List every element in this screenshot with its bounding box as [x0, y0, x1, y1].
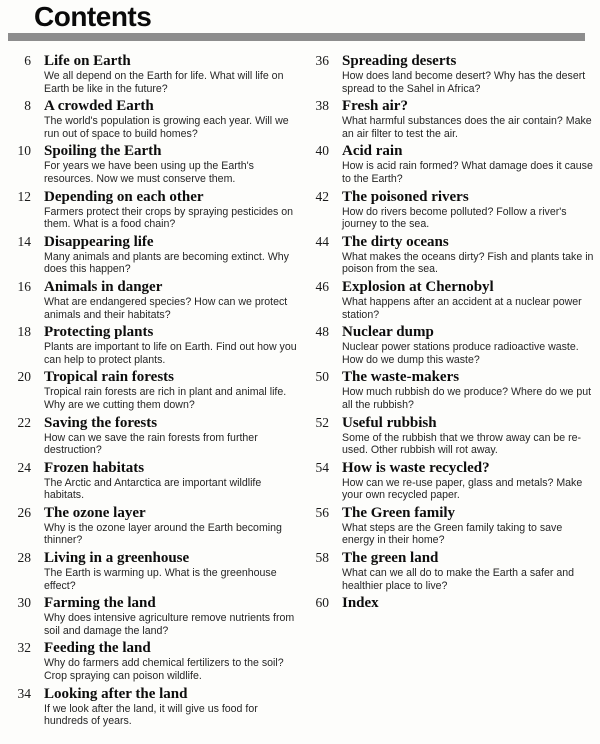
entry-description: Why do farmers add chemical fertilizers to the soil? Crop spraying can poison wildlife.	[44, 657, 284, 683]
entry-title: Feeding the land	[44, 640, 151, 657]
entry-body	[44, 640, 298, 682]
entry-title: How is waste recycled?	[342, 459, 490, 476]
entry-title: Protecting plants	[44, 324, 154, 341]
entry-body	[44, 686, 298, 728]
entry-title: Farming the land	[44, 595, 156, 612]
entry-title: The Green family	[342, 504, 456, 521]
toc-entry	[0, 550, 298, 592]
entry-body	[44, 234, 298, 276]
toc-entry	[298, 460, 596, 502]
page-number: 16	[17, 278, 31, 294]
entry-title: The dirty oceans	[342, 233, 449, 250]
entry-description: We all depend on the Earth for life. What will life on Earth be like in the future?	[44, 70, 284, 95]
entry-title: Nuclear dump	[342, 324, 434, 341]
page-number: 12	[17, 188, 31, 204]
entry-description: The world's population is growing each year. Will we run out of space to build homes?	[44, 115, 289, 140]
entry-body	[44, 279, 298, 321]
toc-entry	[0, 460, 298, 502]
toc-column-right	[298, 53, 596, 731]
page-number: 14	[17, 233, 31, 249]
entry-body	[44, 143, 298, 185]
entry-title: Fresh air?	[342, 98, 408, 115]
entry-body	[44, 189, 298, 231]
entry-title: The poisoned rivers	[342, 188, 469, 205]
page-number: 8	[24, 98, 31, 114]
page-number: 54	[315, 459, 329, 475]
entry-title: A crowded Earth	[44, 98, 154, 115]
entry-title: Looking after the land	[44, 685, 188, 702]
toc-entry	[298, 279, 596, 321]
toc-entry	[0, 415, 298, 457]
entry-body	[342, 460, 596, 502]
page-number: 36	[315, 53, 329, 68]
toc-entry	[298, 189, 596, 231]
toc-entry	[0, 234, 298, 276]
entry-description: Tropical rain forests are rich in plant and animal life. Why are we cutting them down?	[44, 386, 287, 411]
entry-description: Why does intensive agriculture remove nutrients from soil and damage the land?	[44, 612, 295, 637]
entry-body	[342, 505, 596, 547]
page-number: 50	[315, 369, 329, 385]
page-number: 38	[315, 98, 329, 114]
toc-entry	[298, 415, 596, 457]
toc-entry	[298, 324, 596, 366]
entry-description: How is acid rain formed? What damage does it cause to the Earth?	[342, 160, 593, 185]
page-number: 60	[315, 595, 329, 611]
entry-body	[44, 98, 298, 140]
entry-description: The Arctic and Antarctica are important wildlife habitats.	[44, 476, 262, 502]
entry-body	[44, 324, 298, 366]
entry-body	[342, 550, 596, 592]
entry-description: What are endangered species? How can we protect animals and their habitats?	[44, 295, 288, 321]
entry-title: Disappearing life	[44, 233, 154, 250]
toc-entry	[298, 595, 596, 611]
entry-description: The Earth is warming up. What is the greenhouse effect?	[44, 567, 277, 592]
entry-body	[44, 53, 298, 95]
toc-columns	[0, 53, 600, 731]
entry-description: Many animals and plants are becoming extinct. Why does this happen?	[44, 250, 289, 276]
entry-body	[342, 595, 596, 611]
page-number: 30	[17, 595, 31, 611]
entry-description: Why is the ozone layer around the Earth becoming thinner?	[44, 521, 282, 547]
page-number: 20	[17, 369, 31, 385]
entry-body	[44, 595, 298, 637]
page-number: 22	[17, 414, 31, 430]
toc-entry	[0, 279, 298, 321]
entry-body	[44, 505, 298, 547]
entry-body	[44, 550, 298, 592]
entry-title: Spreading deserts	[342, 53, 457, 69]
entry-description: What makes the oceans dirty? Fish and plants take in poison from the sea.	[342, 250, 594, 276]
entry-description: How can we re-use paper, glass and metals? Make your own recycled paper.	[342, 476, 583, 502]
entry-description: How do rivers become polluted? Follow a river's journey to the sea.	[342, 205, 567, 231]
toc-entry	[298, 53, 596, 95]
entry-description: What happens after an accident at a nuclear power station?	[342, 295, 582, 321]
entry-body	[342, 143, 596, 185]
entry-description: How can we save the rain forests from further destruction?	[44, 431, 258, 457]
entry-body	[342, 369, 596, 411]
page-number: 6	[24, 53, 31, 68]
page-number: 32	[17, 640, 31, 656]
page-number: 44	[315, 233, 329, 249]
entry-title: The ozone layer	[44, 504, 146, 521]
toc-entry	[298, 550, 596, 592]
entry-body	[342, 279, 596, 321]
entry-title: Acid rain	[342, 143, 403, 160]
page-number: 26	[17, 504, 31, 520]
entry-description: Plants are important to life on Earth. Find out how you can help to protect plants.	[44, 341, 297, 366]
entry-body	[342, 189, 596, 231]
toc-entry	[0, 505, 298, 547]
page-number: 56	[315, 504, 329, 520]
entry-title: Saving the forests	[44, 414, 158, 431]
toc-entry	[298, 505, 596, 547]
entry-description: What harmful substances does the air contain? Make an air filter to test the air.	[342, 115, 592, 140]
page-number: 18	[17, 324, 31, 340]
entry-title: Living in a greenhouse	[44, 550, 190, 567]
page-number: 40	[315, 143, 329, 159]
entry-body	[44, 369, 298, 411]
entry-description: How much rubbish do we produce? Where do we put all the rubbish?	[342, 386, 592, 411]
toc-entry	[0, 324, 298, 366]
page-number: 46	[315, 278, 329, 294]
entry-title: Depending on each other	[44, 188, 204, 205]
entry-description: Some of the rubbish that we throw away can be re-used. Other rubbish will rot away.	[342, 431, 582, 457]
toc-entry	[298, 98, 596, 140]
page-number: 34	[17, 685, 31, 701]
page-number: 52	[315, 414, 329, 430]
toc-entry	[298, 369, 596, 411]
entry-title: Index	[342, 595, 379, 612]
title-divider-bar	[8, 33, 585, 41]
entry-title: Tropical rain forests	[44, 369, 174, 386]
entry-title: Animals in danger	[44, 278, 163, 295]
entry-body	[342, 324, 596, 366]
entry-description: If we look after the land, it will give us food for hundreds of years.	[44, 702, 258, 728]
entry-description: How does land become desert? Why has the desert spread to the Sahel in Africa?	[342, 70, 586, 95]
toc-entry	[0, 369, 298, 411]
toc-entry	[0, 189, 298, 231]
page-number: 28	[17, 550, 31, 566]
toc-entry	[298, 143, 596, 185]
entry-description: What can we all do to make the Earth a safer and healthier place to live?	[342, 567, 575, 592]
page-number: 48	[315, 324, 329, 340]
entry-title: Explosion at Chernobyl	[342, 278, 494, 295]
toc-entry	[0, 595, 298, 637]
entry-body	[342, 234, 596, 276]
entry-title: Spoiling the Earth	[44, 143, 162, 160]
entry-description: For years we have been using up the Earth's resources. Now we must conserve them.	[44, 160, 254, 185]
toc-entry	[0, 143, 298, 185]
page-title: Contents	[34, 1, 152, 32]
toc-entry	[298, 234, 596, 276]
entry-title: The waste-makers	[342, 369, 460, 386]
toc-entry	[0, 53, 298, 95]
entry-title: Useful rubbish	[342, 414, 437, 431]
entry-body	[44, 415, 298, 457]
page-number: 58	[315, 550, 329, 566]
entry-description: Farmers protect their crops by spraying pesticides on them. What is a food chain?	[44, 205, 294, 231]
page-number: 10	[17, 143, 31, 159]
entry-body	[342, 98, 596, 140]
entry-body	[342, 415, 596, 457]
toc-entry	[0, 98, 298, 140]
toc-entry	[0, 640, 298, 682]
toc-column-left	[0, 53, 298, 731]
entry-description: What steps are the Green family taking to save energy in their home?	[342, 521, 563, 547]
entry-body	[44, 460, 298, 502]
page-number: 24	[17, 459, 31, 475]
entry-description: Nuclear power stations produce radioactive waste. How do we dump this waste?	[342, 341, 579, 366]
entry-title: The green land	[342, 550, 439, 567]
entry-title: Frozen habitats	[44, 459, 145, 476]
page-number: 42	[315, 188, 329, 204]
entry-body	[342, 53, 596, 95]
entry-title: Life on Earth	[44, 53, 131, 69]
toc-entry	[0, 686, 298, 728]
